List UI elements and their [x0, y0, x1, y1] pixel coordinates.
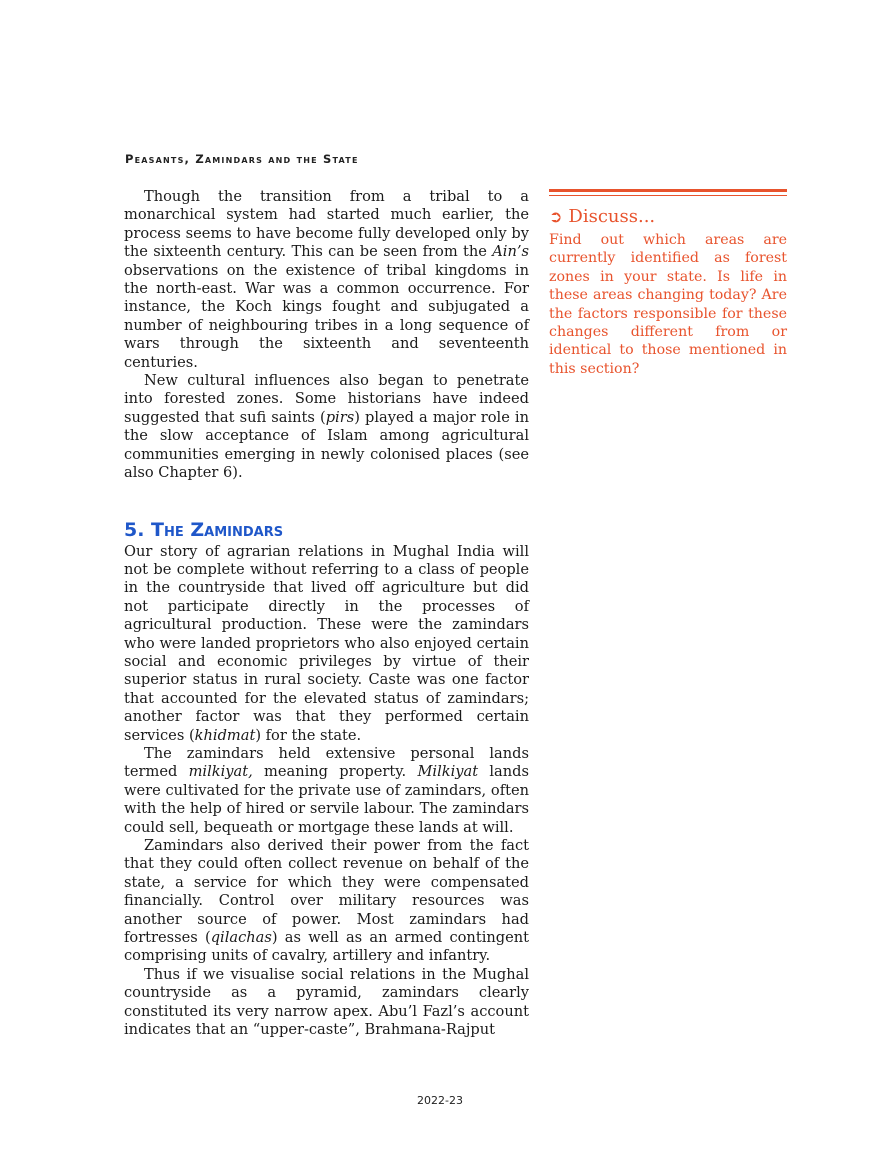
section-title: 5. The Zamindars	[124, 518, 284, 541]
footer-year: 2022-23	[417, 1094, 463, 1107]
paragraph-6	[124, 966, 529, 1040]
text: ) played a major role in the slow acceptance of Islam among agricultural communities emerging in newly colonised places (see also Chapter 6).	[124, 408, 530, 482]
text: Thus if we visualise social relations in the Mughal countryside as a pyramid, zamindars clearly constituted its very narrow apex. Abu’l Fazl’s account indicates that an “upper-caste”, Brahmana-Rajput	[124, 965, 529, 1039]
discuss-heading-text: Discuss...	[568, 206, 656, 227]
text: Though the transition from a tribal to a monarchical system had started much earlier, the process seems to have become fully developed only by the sixteenth century. This can be seen from the	[124, 188, 529, 261]
running-head: Peasants, Zamindars and the State	[125, 152, 359, 166]
paragraph-4	[124, 745, 529, 837]
paragraph-2	[124, 372, 529, 482]
paragraph-3	[124, 543, 529, 745]
text: meaning property.	[252, 763, 418, 781]
text: Zamindars also derived their power from the fact that they could often collect revenue on behalf of the state, a service for which they were compensated financially. Control over military resources was another source of power. Most zamindars had fortresses (	[124, 837, 529, 947]
text: ) for the state.	[255, 726, 362, 744]
italic-text: milkiyat,	[188, 763, 253, 781]
italic-text: Ain’s	[492, 243, 529, 261]
paragraph-5	[124, 837, 529, 966]
text: The zamindars held extensive personal lands termed	[124, 744, 529, 781]
italic-text: qilachas	[210, 929, 272, 947]
text: Our story of agrarian relations in Mughal India will not be complete without referring to a class of people in the countryside that lived off agriculture but did not participate directly in the processes of agricultural production. These were the zamindars who were landed proprietors who also enjoyed certain social and economic privileges by virtue of their superior status in rural society. Caste was one factor that accounted for the elevated status of zamindars; another factor was that they performed certain services (	[124, 542, 529, 744]
main-column	[124, 188, 529, 1039]
discuss-body: Find out which areas are currently identified as forest zones in your state. Is life in these areas changing today? Are the factors responsible for these changes different from or identical to those mentioned in this section?	[549, 232, 787, 377]
text: New cultural influences also began to penetrate into forested zones. Some historians have indeed suggested that sufi saints (	[124, 372, 529, 426]
italic-text: Milkiyat	[417, 763, 479, 781]
sidebar-rule-thick	[549, 189, 787, 192]
text: ) as well as an armed contingent comprising units of cavalry, artillery and infantry.	[124, 929, 530, 965]
arrow-icon: ➲	[549, 207, 563, 226]
italic-text: khidmat	[194, 726, 256, 744]
discuss-heading	[549, 206, 787, 228]
text: observations on the existence of tribal kingdoms in the north-east. War was a common occurrence. For instance, the Koch kings fought and subjugated a number of neighbouring tribes in a long sequence of wars through the sixteenth and seventeenth centuries.	[124, 261, 529, 371]
italic-text: pirs	[325, 408, 355, 426]
paragraph-1	[124, 188, 529, 372]
sidebar-rule-thin	[549, 195, 787, 196]
text: lands were cultivated for the private use of zamindars, often with the help of hired or servile labour. The zamindars could sell, bequeath or mortgage these lands at will.	[124, 763, 529, 836]
discuss-box	[549, 189, 787, 378]
